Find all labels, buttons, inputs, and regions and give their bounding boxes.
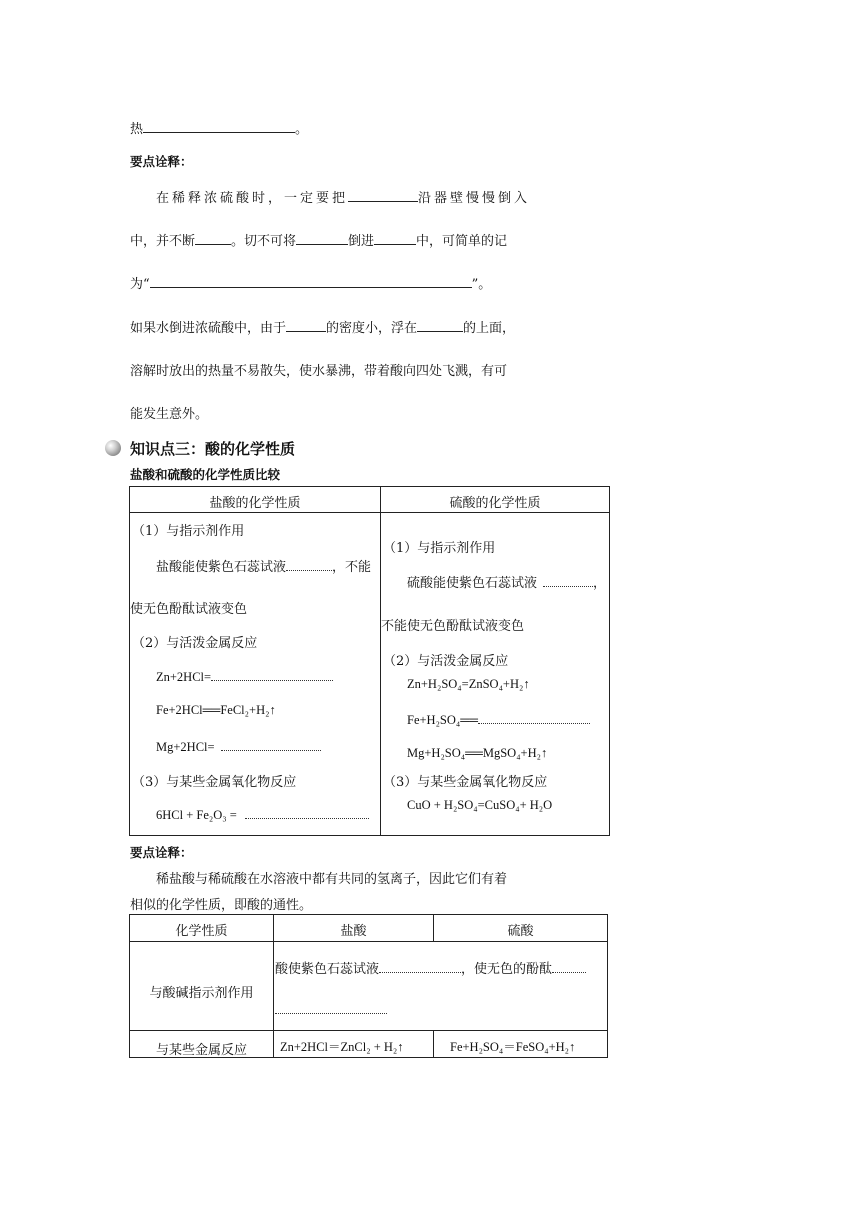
h2so4-indicator-heading: （1）与指示剂作用 [383, 541, 496, 556]
table2-header-hcl: 盐酸 [340, 924, 367, 939]
notes2-line-2: 相似的化学性质，即酸的通性。 [130, 898, 313, 913]
blank-5[interactable] [150, 275, 472, 288]
para-line-3 [130, 273, 491, 292]
text: 沿器壁慢慢倒入 [418, 191, 531, 206]
table2-header-divider [129, 941, 608, 942]
text: 硫酸能使紫色石蕊试液 [407, 576, 538, 591]
text: ， [593, 576, 607, 591]
text: 为“ [130, 277, 150, 292]
hot-suffix: 。 [295, 122, 309, 137]
text: Mg+2HCl= [156, 740, 215, 754]
h2so4-zn-eq: Zn+H₂SO₄=ZnSO₄+H₂↑ [407, 677, 530, 691]
para-line-6: 能发生意外。 [130, 407, 209, 422]
h2so4-metal-heading: （2）与活泼金属反应 [383, 654, 509, 669]
text: ，不能 [332, 560, 372, 575]
table2-col-divider-3 [433, 1030, 434, 1058]
text: 中，可简单的记 [416, 234, 508, 249]
blank-7[interactable] [417, 319, 463, 332]
notes-title-1: 要点诠释： [130, 154, 193, 169]
para-line-4 [130, 317, 515, 336]
blank-t2-litmus[interactable] [379, 960, 461, 973]
text: ”。 [471, 277, 492, 292]
table1-header-hcl: 盐酸的化学性质 [209, 496, 301, 511]
hcl-mg-eq [156, 738, 321, 755]
hcl-fe2o3-eq [156, 806, 369, 823]
text: 6HCl + Fe₂O₃ = [156, 808, 237, 822]
blank-h2so4-litmus[interactable] [543, 574, 593, 587]
h2so4-fe-eq [407, 711, 590, 728]
table2-header-property: 化学性质 [175, 924, 228, 939]
h2so4-indicator-line [407, 572, 606, 591]
text: 。切不可将 [231, 234, 297, 249]
h2so4-oxide-heading: （3）与某些金属氧化物反应 [383, 775, 548, 790]
hot-line [130, 118, 308, 137]
section-title: 知识点三：酸的化学性质 [130, 440, 296, 458]
blank-2[interactable] [195, 232, 231, 245]
blank-hcl-fe2o3[interactable] [245, 806, 369, 819]
text: 倒进 [348, 234, 375, 249]
hcl-indicator-line-2: 使无色酚酞试液变色 [130, 602, 248, 617]
hcl-metal-heading: （2）与活泼金属反应 [132, 636, 258, 651]
text: 盐酸能使紫色石蕊试液 [156, 560, 287, 575]
hcl-fe-eq: Fe+2HCl══FeCl₂+H₂↑ [156, 703, 276, 717]
blank-hcl-mg[interactable] [221, 738, 321, 751]
notes-title-2: 要点诠释： [130, 845, 193, 860]
text: 的上面， [463, 321, 516, 336]
blank-3[interactable] [296, 232, 348, 245]
hcl-indicator-heading: （1）与指示剂作用 [132, 524, 245, 539]
hcl-zn-eq [156, 668, 333, 685]
para-line-2 [130, 230, 507, 249]
text: 中，并不断 [130, 234, 196, 249]
blank-hcl-zn[interactable] [211, 668, 333, 681]
blank-t2-phenol-2[interactable] [275, 1001, 387, 1014]
blank-h2so4-fe[interactable] [478, 711, 590, 724]
text: Zn+2HCl= [156, 670, 212, 684]
table1-header-h2so4: 硫酸的化学性质 [449, 496, 541, 511]
hcl-indicator-line [156, 556, 371, 575]
hcl-oxide-heading: （3）与某些金属氧化物反应 [132, 775, 297, 790]
table1-column-divider [380, 486, 381, 836]
table2-row2-label: 与某些金属反应 [155, 1043, 247, 1058]
text: 的密度小，浮在 [326, 321, 418, 336]
table2-row2-h2so4: Fe+H₂SO₄＝FeSO₄+H₂↑ [450, 1040, 576, 1054]
table2-row1-line2 [275, 1001, 387, 1018]
table2-row1-text [275, 958, 586, 977]
h2so4-mg-eq: Mg+H₂SO₄══MgSO₄+H₂↑ [407, 746, 548, 760]
table1-header-divider [129, 512, 610, 513]
blank-t2-phenol[interactable] [552, 960, 586, 973]
blank-4[interactable] [374, 232, 416, 245]
notes2-line-1: 稀盐酸与稀硫酸在水溶液中都有共同的氢离子，因此它们有着 [156, 872, 508, 887]
text: 酸使紫色石蕊试液 [275, 962, 380, 977]
table2-header-h2so4: 硫酸 [507, 924, 534, 939]
para-line-5: 溶解时放出的热量不易散失，使水暴沸，带着酸向四处飞溅，有可 [130, 364, 508, 379]
para-line-1 [156, 187, 530, 206]
blank-hcl-litmus[interactable] [286, 558, 332, 571]
h2so4-indicator-line-2: 不能使无色酚酞试液变色 [381, 619, 525, 634]
hot-prefix: 热 [130, 122, 144, 137]
section-subtitle: 盐酸和硫酸的化学性质比较 [130, 467, 281, 482]
blank-hot[interactable] [143, 120, 295, 133]
table2-row-divider [129, 1030, 608, 1031]
text: Fe+H₂SO₄══ [407, 713, 478, 727]
table2-row2-hcl: Zn+2HCl＝ZnCl₂ + H₂↑ [280, 1040, 404, 1054]
text: 在稀释浓硫酸时，一定要把 [156, 191, 349, 206]
table2-row1-label: 与酸碱指示剂作用 [149, 986, 254, 1001]
text: 如果水倒进浓硫酸中，由于 [130, 321, 287, 336]
section-bullet-icon [105, 440, 121, 456]
text: ，使无色的酚酞 [461, 962, 553, 977]
h2so4-cuo-eq: CuO + H₂SO₄=CuSO₄+ H₂O [407, 798, 553, 812]
blank-6[interactable] [286, 319, 326, 332]
blank-1[interactable] [348, 189, 418, 202]
